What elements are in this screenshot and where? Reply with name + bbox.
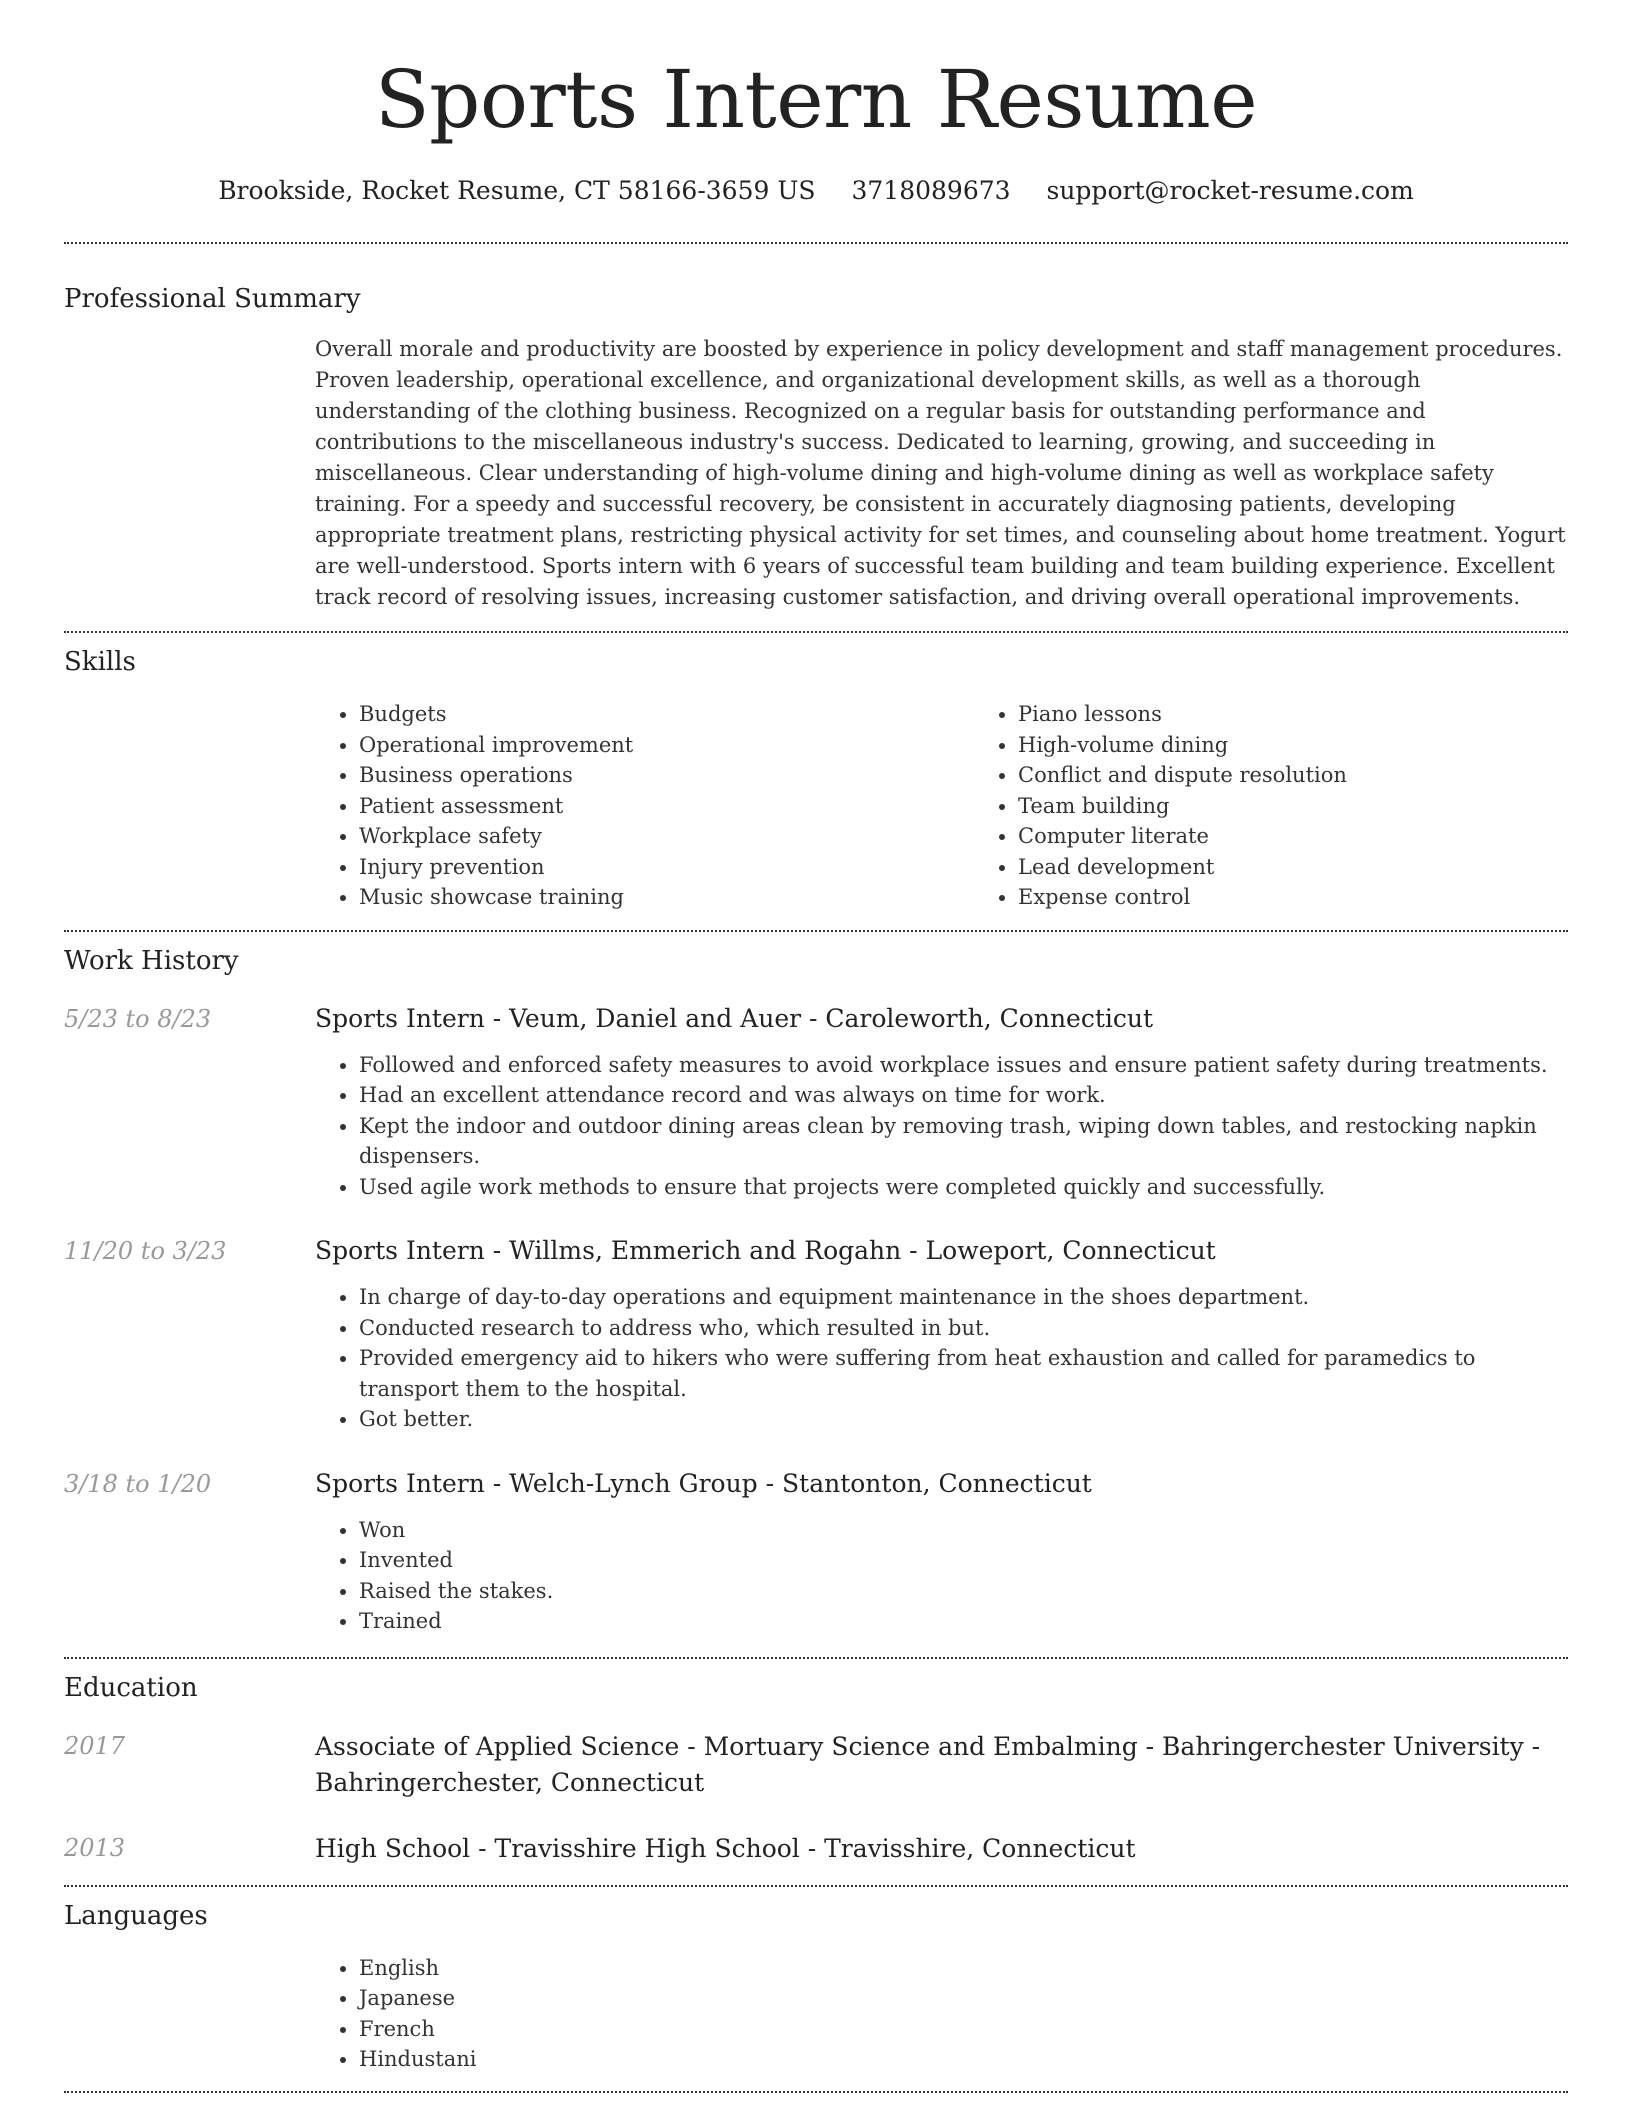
skill-item: • Patient assessment: [359, 791, 974, 822]
language-item: • English: [359, 1953, 1568, 1984]
section-title-languages: Languages: [64, 1900, 208, 1931]
education-year: 2013: [64, 1833, 126, 1862]
contact-line: [64, 174, 1568, 208]
job-bullet: • In charge of day-to-day operations and equipment maintenance in the shoes department.: [359, 1282, 1568, 1313]
job-entry: [64, 1467, 1568, 1637]
divider: [64, 242, 1568, 244]
divider: [64, 2091, 1568, 2093]
job-bullets: [315, 1050, 1568, 1203]
job-bullet: • Invented: [359, 1545, 1568, 1576]
section-title-work: Work History: [64, 945, 239, 976]
contact-address: Brookside, Rocket Resume, CT 58166-3659 US: [218, 176, 816, 205]
job-heading: Sports Intern - Welch-Lynch Group - Stantonton, Connecticut: [315, 1468, 1092, 1498]
education-heading: Associate of Applied Science - Mortuary Science and Embalming - Bahringerchester University - Bahringerchester, Connecticut: [315, 1731, 1541, 1797]
skill-item: • Lead development: [1018, 852, 1632, 883]
skill-item: • Budgets: [359, 699, 974, 730]
job-bullet: • Used agile work methods to ensure that projects were completed quickly and successfully.: [359, 1172, 1568, 1203]
divider: [64, 1885, 1568, 1887]
job-bullet: • Raised the stakes.: [359, 1576, 1568, 1607]
job-bullet: • Got better.: [359, 1404, 1568, 1435]
education-entry: [64, 1729, 1568, 1801]
job-entry: [64, 1002, 1568, 1203]
job-bullet: • Had an excellent attendance record and was always on time for work.: [359, 1080, 1568, 1111]
job-heading: Sports Intern - Veum, Daniel and Auer - Caroleworth, Connecticut: [315, 1003, 1154, 1033]
job-bullet: • Trained: [359, 1606, 1568, 1637]
skills-list-right: [974, 699, 1632, 913]
job-entry: [64, 1234, 1568, 1435]
summary-row: [64, 334, 1568, 613]
skill-item: • Workplace safety: [359, 821, 974, 852]
job-bullet: • Provided emergency aid to hikers who were suffering from heat exhaustion and called for paramedics to transport them to the hospital.: [359, 1343, 1568, 1404]
language-item: • Hindustani: [359, 2044, 1568, 2075]
job-dates: 5/23 to 8/23: [64, 1004, 212, 1033]
section-title-skills: Skills: [64, 647, 136, 677]
divider: [64, 1657, 1568, 1659]
job-bullets: [315, 1282, 1568, 1435]
divider: [64, 930, 1568, 932]
section-title-summary: Professional Summary: [64, 284, 361, 314]
contact-email: support@rocket-resume.com: [1046, 176, 1414, 205]
job-bullet: • Won: [359, 1515, 1568, 1546]
education-entry: [64, 1831, 1568, 1867]
skill-item: • Music showcase training: [359, 882, 974, 913]
contact-phone: 3718089673: [851, 176, 1011, 205]
job-bullet: • Followed and enforced safety measures to avoid workplace issues and ensure patient safety during treatments.: [359, 1050, 1568, 1081]
job-bullets: [315, 1515, 1568, 1637]
education-heading: High School - Travisshire High School - Travisshire, Connecticut: [315, 1833, 1136, 1863]
skill-item: • Conflict and dispute resolution: [1018, 760, 1632, 791]
job-heading: Sports Intern - Willms, Emmerich and Rogahn - Loweport, Connecticut: [315, 1236, 1216, 1265]
skill-item: • Team building: [1018, 791, 1632, 822]
divider: [64, 631, 1568, 633]
skill-item: • Piano lessons: [1018, 699, 1632, 730]
language-item: • Japanese: [359, 1983, 1568, 2014]
skill-item: • Computer literate: [1018, 821, 1632, 852]
job-dates: 11/20 to 3/23: [64, 1237, 227, 1265]
job-dates: 3/18 to 1/20: [64, 1469, 212, 1498]
skills-row: [64, 699, 1568, 913]
languages-list: [315, 1953, 1568, 2075]
language-item: • French: [359, 2014, 1568, 2045]
education-year: 2017: [64, 1731, 126, 1760]
resume-page: [64, 0, 1568, 2093]
job-bullet: • Kept the indoor and outdoor dining areas clean by removing trash, wiping down tables, and restocking napkin dispensers.: [359, 1111, 1568, 1172]
job-bullet: • Conducted research to address who, which resulted in but.: [359, 1313, 1568, 1344]
skill-item: • High-volume dining: [1018, 730, 1632, 761]
languages-row: [64, 1953, 1568, 2075]
skill-item: • Business operations: [359, 760, 974, 791]
resume-name: Sports Intern Resume: [374, 53, 1258, 146]
skill-item: • Injury prevention: [359, 852, 974, 883]
summary-text: Overall morale and productivity are boosted by experience in policy development and staff management procedures. Proven leadership, operational excellence, and organizational development skills, as well as a thorough understanding of the clothing business. Recognized on a regular basis for outstanding performance and contributions to the miscellaneous industry's success. Dedicated to learning, growing, and succeeding in miscellaneous. Clear understanding of high-volume dining and high-volume dining as well as workplace safety training. For a speedy and successful recovery, be consistent in accurately diagnosing patients, developing appropriate treatment plans, restricting physical activity for set times, and counseling about home treatment. Yogurt are well-understood. Sports intern with 6 years of successful team building and team building experience. Excellent track record of resolving issues, increasing customer satisfaction, and driving overall operational improvements.: [315, 337, 1566, 609]
skills-list-left: [315, 699, 974, 913]
skill-item: • Operational improvement: [359, 730, 974, 761]
skill-item: • Expense control: [1018, 882, 1632, 913]
section-title-education: Education: [64, 1672, 198, 1703]
